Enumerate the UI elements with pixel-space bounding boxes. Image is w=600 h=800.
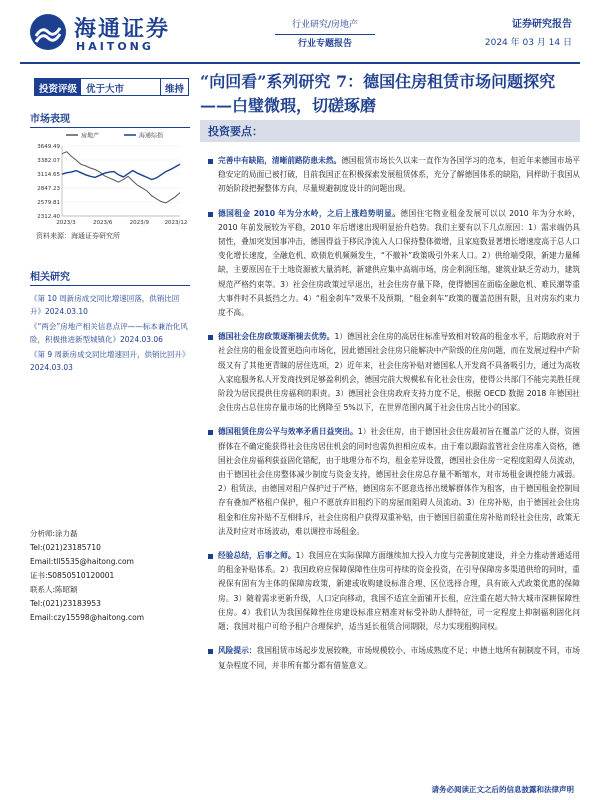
report-header (0, 0, 600, 62)
investment-rating (34, 78, 189, 96)
related-title: 相关研究 (30, 268, 190, 286)
rating-label: 投资评级 (35, 79, 81, 95)
paragraph-text: 1）社会住房，由于德国社会住房最初旨在覆盖广泛的人群，资困群体在不确定能获得社会住房居住机会的同时也需负担相应成本。由于难以跟踪监管社会住房准入资格，德国社会住房福利获益固化错配，由于地理分布不均，租金差异设置，德国社会住房一定程度阻碍人员流动，由于德国社会住房整体减少制度与资金支持，德国社会住房总存量不断缩水，对市场租金调控能力减弱。2）租赁法，由德国对租户保护过于严格，德国房东不愿意选择出缓解群体作为租客，由于德国租金控制局存有叠加严格租户保护，租户不愿放弃旧租约下的房屋而阻碍人员流动。3）住房补贴，由于德国社会住房租金和住房补贴不互相排斥，社会住房租户获得双重补贴，由于德国目前重住房补贴而轻社会住房，政策无法及时应对市场波动，难以调控市场租金。 (218, 427, 580, 536)
paragraph-text: 德国租赁市场长久以来一直作为各国学习的范本，但近年来德国市场平稳安定的局面已被打破，目前我国正在积极探索发展租赁体系，充分了解德国体系的缺陷，同样助于我国从初始阶段把握整体方向，尽量规避制度设计的问题出现。 (218, 156, 580, 194)
paragraph-lead: 德国社会住房政策逐渐褪去优势。 (218, 332, 335, 342)
x-tick-label: 2023/6 (92, 220, 113, 226)
analyst-email[interactable]: Email:tll5535@haitong.com (30, 557, 134, 566)
related-research (30, 268, 190, 376)
bullet-icon (208, 649, 213, 654)
paragraph-text: 1）我国应在实际保障方面继续加大投入力度与完善制度建设，并全力推动普通适用的租金补贴体系。2）我国政府应保障保障性住房可持续的资金投资，在引导保障房多渠道供给的同时，重视保有固有为主体的保障房政策，新建或收购建设标准合理、区位选择合理，具有嵌入式政策优惠的保障房。3）随着需求更新升级，人口定向移动，我国不适宜全面铺开长租，应注重在超大特大城市深耕保障性住房。4）我们认为我国保障性住房建设标准应精准对标受补助人群特征，可一定程度上抑制福利固化问题；我国对租户可给予租户合理保护，适当延长租赁合同期限，尽力实现租购同权。 (218, 551, 580, 632)
bullet-icon (208, 212, 213, 217)
y-tick-label: 2312.40 (37, 214, 60, 220)
key-point-paragraph (208, 154, 580, 197)
contact-email[interactable]: Email:czy15598@haitong.com (30, 613, 145, 622)
market-performance-chart (30, 128, 190, 228)
contact-name: 联系人:陈昭颖 (30, 585, 78, 594)
haitong-logo-icon (28, 12, 68, 52)
paragraph-text: 1）德国社会住房的高居住标准导致相对较高的租金水平，后期政府对于社会住房的租金设置更趋向市场化，因此德国社会住房只能解决中产阶级的住房问题，而在发展过程中产阶级又有了其他更青睐的居住选项，2）近年来，社会住房补贴对德国私人开发商不具备吸引力，通过为高收入家庭服务私人开发商找到足够盈利机会，德国完前大规模私有化社会住房，使得公共部门不能完美胜任现阶段为居民提供住房福利的职责。3）德国社会住房政府支持力度不足，根据 OECD 数据 2018 年德国社会住房占总住房存量市场的比例降至 5%以下，在世界范围内属于社会住房占比小的国家。 (218, 332, 580, 413)
related-item[interactable]: 《第 9 周新房成交同比增速回升，供销比回升》2024.03.03 (30, 350, 190, 372)
paragraph-lead: 德国租金 2010 年为分水岭，之后上涨趋势明显。 (218, 208, 401, 218)
disclaimer-footer: 请务必阅读正文之后的信息披露和法律声明 (431, 785, 574, 794)
report-title: “向回看”系列研究 7：德国住房租赁市场问题探究——白璧微瑕，切磋琢磨 (200, 72, 556, 115)
y-tick-label: 3114.65 (37, 172, 60, 178)
paragraph-lead: 完善中有缺陷，清晰前路防患未然。 (218, 156, 342, 165)
paragraph-text: 我国租赁市场起步发展较晚，市场规模较小、市场成熟度不足；中德土地所有制制度不同，市场复杂程度不同，并非所有都分都有借鉴意义。 (218, 646, 580, 670)
paragraph-lead: 德国租赁住房公平与效率矛盾日益突出。 (218, 427, 358, 437)
y-tick-label: 2847.23 (37, 186, 60, 192)
report-category: 行业研究/房地产 (291, 20, 359, 30)
haitong-logo (28, 10, 208, 56)
report-type-block (485, 16, 572, 52)
logo-cn-text: 海通证券 (74, 16, 171, 42)
key-points-heading: 投资要点： (208, 125, 263, 138)
paragraph-text: 德国住宅物业租金发展可以以 2010 年为分水岭，2010 年前发展较为平稳，2010 年后增速出现明显抬升趋势。我们主要有以下几点原因：1）需求端仍具韧性，叠加突发国事冲击，德国得益于移民净流入人口保持整体微增，且家庭数显著增长增速度高于总人口变化增长速度，全融危机、欧债危机频频发生，“不撤补”政策吸引外来人口。2）供给端受限，新建力量稀缺，主要原因在于土地资源被大量消耗、新建供应集中高端市场，房企利润压缩，建筑业缺乏劳动力，建筑规范严格约束等。3）社会住房政策过早退出，社会住房存量下降，使得德国在面临金融危机、难民潮等重大事件时不具抵挡之力。4）“租金刹车”效果不及预期，“租金刹车”政策的覆盖范围有限，且对房东约束力度不高。 (218, 208, 580, 318)
analyst-contact (30, 527, 190, 625)
related-item[interactable]: 《第 10 周新房成交同比增速回落，供销比回升》2024.03.10 (30, 294, 180, 316)
market-title: 市场表现 (30, 110, 190, 128)
bullet-icon (208, 335, 213, 340)
key-point-paragraph (208, 425, 580, 539)
y-tick-label: 3382.07 (37, 158, 60, 164)
analyst-cert: 证书:S0850510120001 (30, 571, 115, 580)
key-points-body (208, 154, 580, 683)
report-date: 2024 年 03 月 14 日 (484, 38, 572, 48)
analyst-tel: Tel:(021)23185710 (30, 543, 101, 552)
legend-label: 房地产 (81, 132, 100, 140)
bullet-icon (208, 430, 213, 435)
header-divider (20, 62, 580, 64)
contact-tel: Tel:(021)23183953 (30, 599, 101, 608)
x-tick-label: 2023/12 (164, 220, 188, 226)
rating-action: 维持 (160, 79, 188, 95)
series-line-1 (62, 152, 180, 203)
x-tick-label: 2023/9 (129, 220, 150, 226)
x-tick-label: 2023/3 (56, 220, 76, 226)
report-category-block (275, 16, 375, 53)
report-type: 证券研究报告 (512, 19, 572, 30)
logo-en-text: HAITONG (76, 40, 154, 53)
report-kind: 行业专题报告 (275, 34, 375, 53)
legend-label: 海通综指 (139, 132, 164, 140)
paragraph-lead: 风险提示： (218, 646, 257, 656)
rating-value: 优于大市 (86, 84, 125, 95)
series-line-2 (62, 164, 180, 179)
paragraph-lead: 经验总结，后事之师。 (218, 551, 296, 561)
key-point-paragraph (208, 330, 580, 415)
chart-source: 资料来源：海通证券研究所 (36, 232, 120, 240)
key-point-paragraph (208, 207, 580, 321)
key-point-paragraph (208, 644, 580, 672)
key-points-header (200, 120, 580, 142)
y-tick-label: 2579.81 (37, 200, 60, 206)
related-item[interactable]: 《“两会”房地产相关信息点评——标本兼治化风险，积极推进新型城镇化》2024.03.06 (30, 322, 188, 344)
analyst-name: 分析师:涂力磊 (30, 529, 78, 538)
bullet-icon (208, 159, 213, 164)
y-tick-label: 3649.49 (37, 144, 60, 150)
bullet-icon (208, 554, 213, 559)
key-point-paragraph (208, 549, 580, 634)
